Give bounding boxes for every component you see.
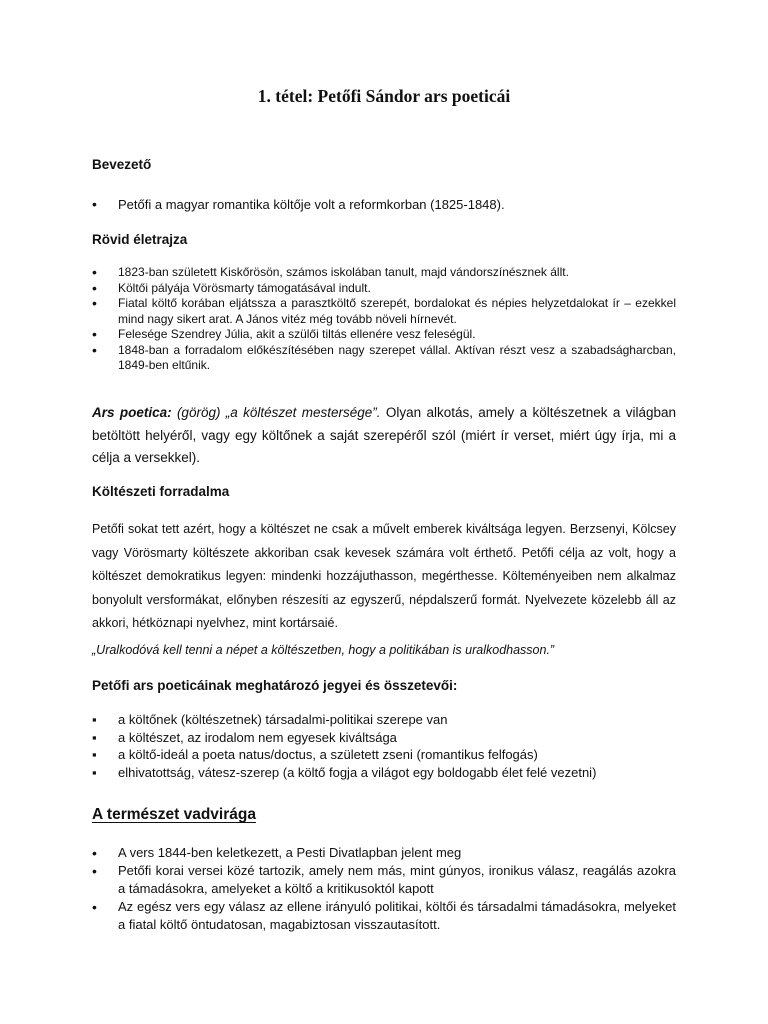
list-item: • A vers 1844-ben keletkezett, a Pesti Divatlapban jelent meg [92, 844, 676, 862]
intro-heading: Bevezető [92, 157, 152, 172]
page-title: 1. tétel: Petőfi Sándor ars poeticái [257, 86, 511, 106]
list-item: • Petőfi a magyar romantika költője volt a reformkorban (1825-1848). [92, 196, 676, 214]
list-item: • Költői pályája Vörösmarty támogatásával indult. [92, 281, 676, 297]
list-item: • Petőfi korai versei közé tartozik, amely nem más, mint gúnyos, ironikus válasz, reagálás azokra a támadásokra, amelyeket a költő a kritikusoktól kapott [92, 862, 676, 898]
revolution-heading: Költészeti forradalma [92, 484, 230, 499]
bio-list [92, 265, 676, 374]
revolution-paragraph: Petőfi sokat tett azért, hogy a költészet ne csak a művelt emberek kiváltsága legyen. Berzsenyi, Kölcsey vagy Vörösmarty költészete akkoriban csak kevesek számára volt érthető. Petőfi célja az volt, hogy a költészet demokratikus legyen: mindenki hozzájuthasson, megérthesse. Költeményeiben nem alkalmaz bonyolult versformákat, előnyben részesíti az egyszerű, népdalszerű formát. Nyelvezete közelebb áll az akkori, hétköznapi nyelvhez, mint kortársaié. [92, 522, 676, 630]
ars-poetica-definition: (görög) „a költészet mestersége”. [171, 405, 381, 420]
features-heading: Petőfi ars poeticáinak meghatározó jegyei és összetevői: [92, 678, 458, 693]
bio-heading: Rövid életrajza [92, 232, 188, 247]
list-item: ▪ a költészet, az irodalom nem egyesek kiváltsága [92, 729, 676, 747]
list-item: • Felesége Szendrey Júlia, akit a szülői tiltás ellenére vesz feleségül. [92, 327, 676, 343]
ars-poetica-text: Olyan alkotás, amely a költészetnek a világban betöltött helyéről, vagy egy költőnek a saját szerepéről szól (miért ír verset, miért úgy írja, mi a célja a versekkel). [92, 405, 676, 465]
features-list [92, 711, 676, 781]
ars-poetica-term: Ars poetica: [92, 405, 172, 420]
ars-poetica-paragraph [92, 402, 676, 470]
list-item: ▪ elhivatottság, vátesz-szerep (a költő fogja a világot egy boldogabb élet felé vezetni) [92, 764, 676, 782]
list-item: • 1848-ban a forradalom előkészítésében nagy szerepet vállal. Aktívan részt vesz a szabadságharcban, 1849-ben eltűnik. [92, 343, 676, 374]
intro-list [92, 196, 676, 214]
list-item: ▪ a költőnek (költészetnek) társadalmi-politikai szerepe van [92, 711, 676, 729]
list-item: ▪ a költő-ideál a poeta natus/doctus, a született zseni (romantikus felfogás) [92, 746, 676, 764]
poem-heading: A természet vadvirága [92, 806, 256, 823]
list-item: • 1823-ban született Kiskőrösön, számos iskolában tanult, majd vándorszínésznek állt. [92, 265, 676, 281]
poem-list [92, 844, 676, 934]
list-item: • Fiatal költő korában eljátssza a parasztköltő szerepét, bordalokat és népies helyzetdalokat ír – ezekkel mind nagy sikert arat. A János vitéz még tovább növeli hírnevét. [92, 296, 676, 327]
list-item: • Az egész vers egy válasz az ellene irányuló politikai, költői és társadalmi támadásokra, melyeket a fiatal költő öntudatosan, magabiztosan visszautasított. [92, 898, 676, 934]
quote: „Uralkodóvá kell tenni a népet a költészetben, hogy a politikában is uralkodhasson.” [92, 643, 555, 657]
